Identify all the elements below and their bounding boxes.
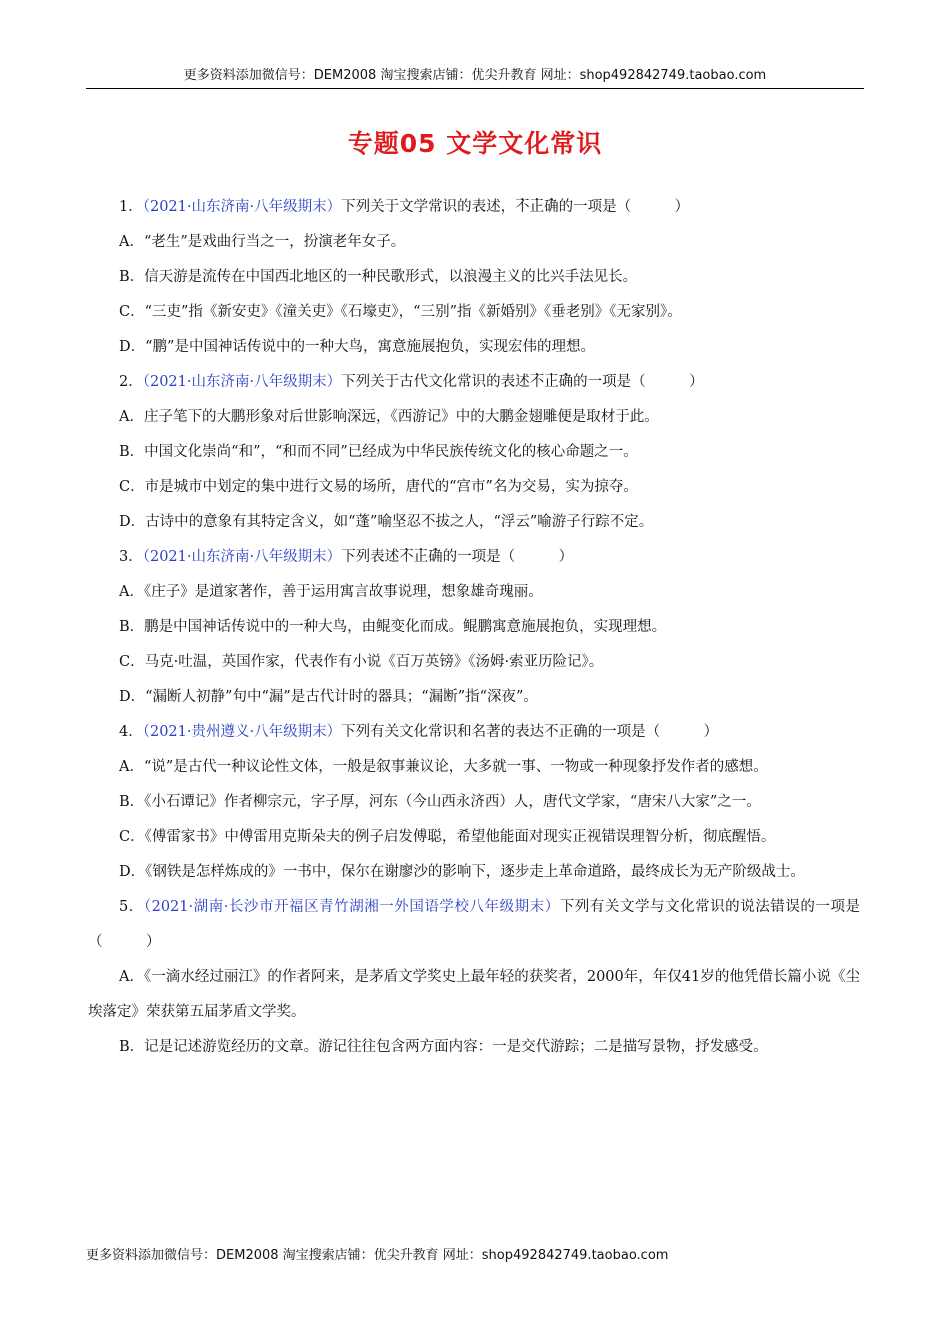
option-c: C．《傅雷家书》中傅雷用克斯朵夫的例子启发傅聪，希望他能面对现实正视错误理智分析，彻底醒悟。 [119,829,776,845]
option-d: D．古诗中的意象有其特定含义，如“蓬”喻坚忍不拔之人，“浮云”喻游子行踪不定。 [119,514,654,530]
page-footer: 更多资料添加微信号：DEM2008 淘宝搜索店铺：优尖升教育 网址：shop492842749.taobao.com [86,1248,669,1263]
option-b: B．中国文化崇尚“和”，“和而不同”已经成为中华民族传统文化的核心命题之一。 [119,444,638,460]
emphasis-char: 不 [399,549,414,565]
emphasis-char: 确 [544,199,559,215]
question-stem-end: 的一项是（ ） [558,199,690,215]
question-stem: 下列表述 [341,549,400,565]
option-a: A．“老生”是戏曲行当之一，扮演老年女子。 [119,234,406,250]
option-b: B．信天游是流传在中国西北地区的一种民歌形式，以浪漫主义的比兴手法见长。 [119,269,638,285]
question-source: （2021·山东济南·八年级期末） [142,549,342,565]
option-b: B．鹏是中国神话传说中的一种大鸟，由鲲变化而成。鲲鹏寓意施展抱负，实现理想。 [119,619,667,635]
page-header: 更多资料添加微信号：DEM2008 淘宝搜索店铺：优尖升教育 网址：shop492842749.taobao.com [86,66,864,89]
option-b: B．记是记述游览经历的文章。游记往往包含两方面内容：一是交代游踪；二是描写景物，抒发感受。 [119,1039,768,1055]
option-b: B．《小石谭记》作者柳宗元，字子厚，河东（今山西永济西）人，唐代文学家，“唐宋八大家”之一。 [119,794,761,810]
question-5 [88,890,860,960]
option-d: D．《钢铁是怎样炼成的》一书中，保尔在谢廖沙的影响下，逐步走上革命道路，最终成长为无产阶级战士。 [119,864,805,880]
option-a: A．《一滴水经过丽江》的作者阿来，是茅盾文学奖史上最年轻的获奖者，2000年，年仅41岁的他凭借长篇小说《尘埃落定》荣获第五届茅盾文学奖。 [88,969,860,1020]
question-number: 1． [119,199,143,215]
emphasis-char: 确 [428,549,443,565]
option-d: D．“漏断人初静”句中“漏”是古代计时的器具；“漏断”指“深夜”。 [119,689,538,705]
option-c: C．“三吏”指《新安吏》《潼关吏》《石壕吏》，“三别”指《新婚别》《垂老别》《无家别》。 [119,304,682,320]
option-a: A．庄子笔下的大鹏形象对后世影响深远，《西游记》中的大鹏金翅雕便是取材于此。 [119,409,659,425]
question-stem: 下列关于文学常识的表述， [341,199,516,215]
option-d: D．“鹏”是中国神话传说中的一种大鸟，寓意施展抱负，实现宏伟的理想。 [119,339,595,355]
question-1 [88,190,860,225]
question-number: 4． [119,724,143,740]
question-stem-end: 的一项是（ ） [573,374,704,390]
emphasis-char: 正 [544,374,559,390]
option-c: C．马克·吐温，英国作家，代表作有小说《百万英镑》《汤姆·索亚历险记》。 [119,654,604,670]
emphasis-char: 确 [558,374,574,390]
option-c: C．市是城市中划定的集中进行文易的场所，唐代的“宫市”名为交易，实为掠夺。 [119,479,638,495]
emphasis-char: 不 [529,374,545,390]
question-4 [88,715,860,750]
question-stem: 下列有关文化常识和名著的表达不正确的一项是（ ） [341,724,719,740]
option-a: A．《庄子》是道家著作，善于运用寓言故事说理，想象雄奇瑰丽。 [119,584,543,600]
question-stem: 下列关于古代文化常识的表述 [341,374,530,390]
question-3 [88,540,860,575]
question-source: （2021·贵州遵义·八年级期末） [142,724,342,740]
question-source: （2021·山东济南·八年级期末） [142,199,342,215]
question-source: （2021·山东济南·八年级期末） [142,374,342,390]
emphasis-char: 正 [413,549,429,565]
emphasis-char: 正 [529,199,545,215]
question-number: 5． [119,899,144,915]
emphasis-char: 不 [515,199,530,215]
question-list [88,190,860,1065]
question-number: 2． [119,374,143,390]
option-a: A．“说”是古代一种议论性文体，一般是叙事兼议论，大多就一事、一物或一种现象抒发作者的感想。 [119,759,768,775]
question-stem: 下列有关文学与文化常识的说法错误的一项是（ ） [88,899,860,950]
question-stem-end: 的一项是（ ） [442,549,574,565]
question-number: 3． [119,549,143,565]
question-source: （2021·湖南·长沙市开福区青竹湖湘一外国语学校八年级期末） [143,899,560,915]
page-title: 专题05 文学文化常识 [347,129,603,158]
question-2 [88,365,860,400]
